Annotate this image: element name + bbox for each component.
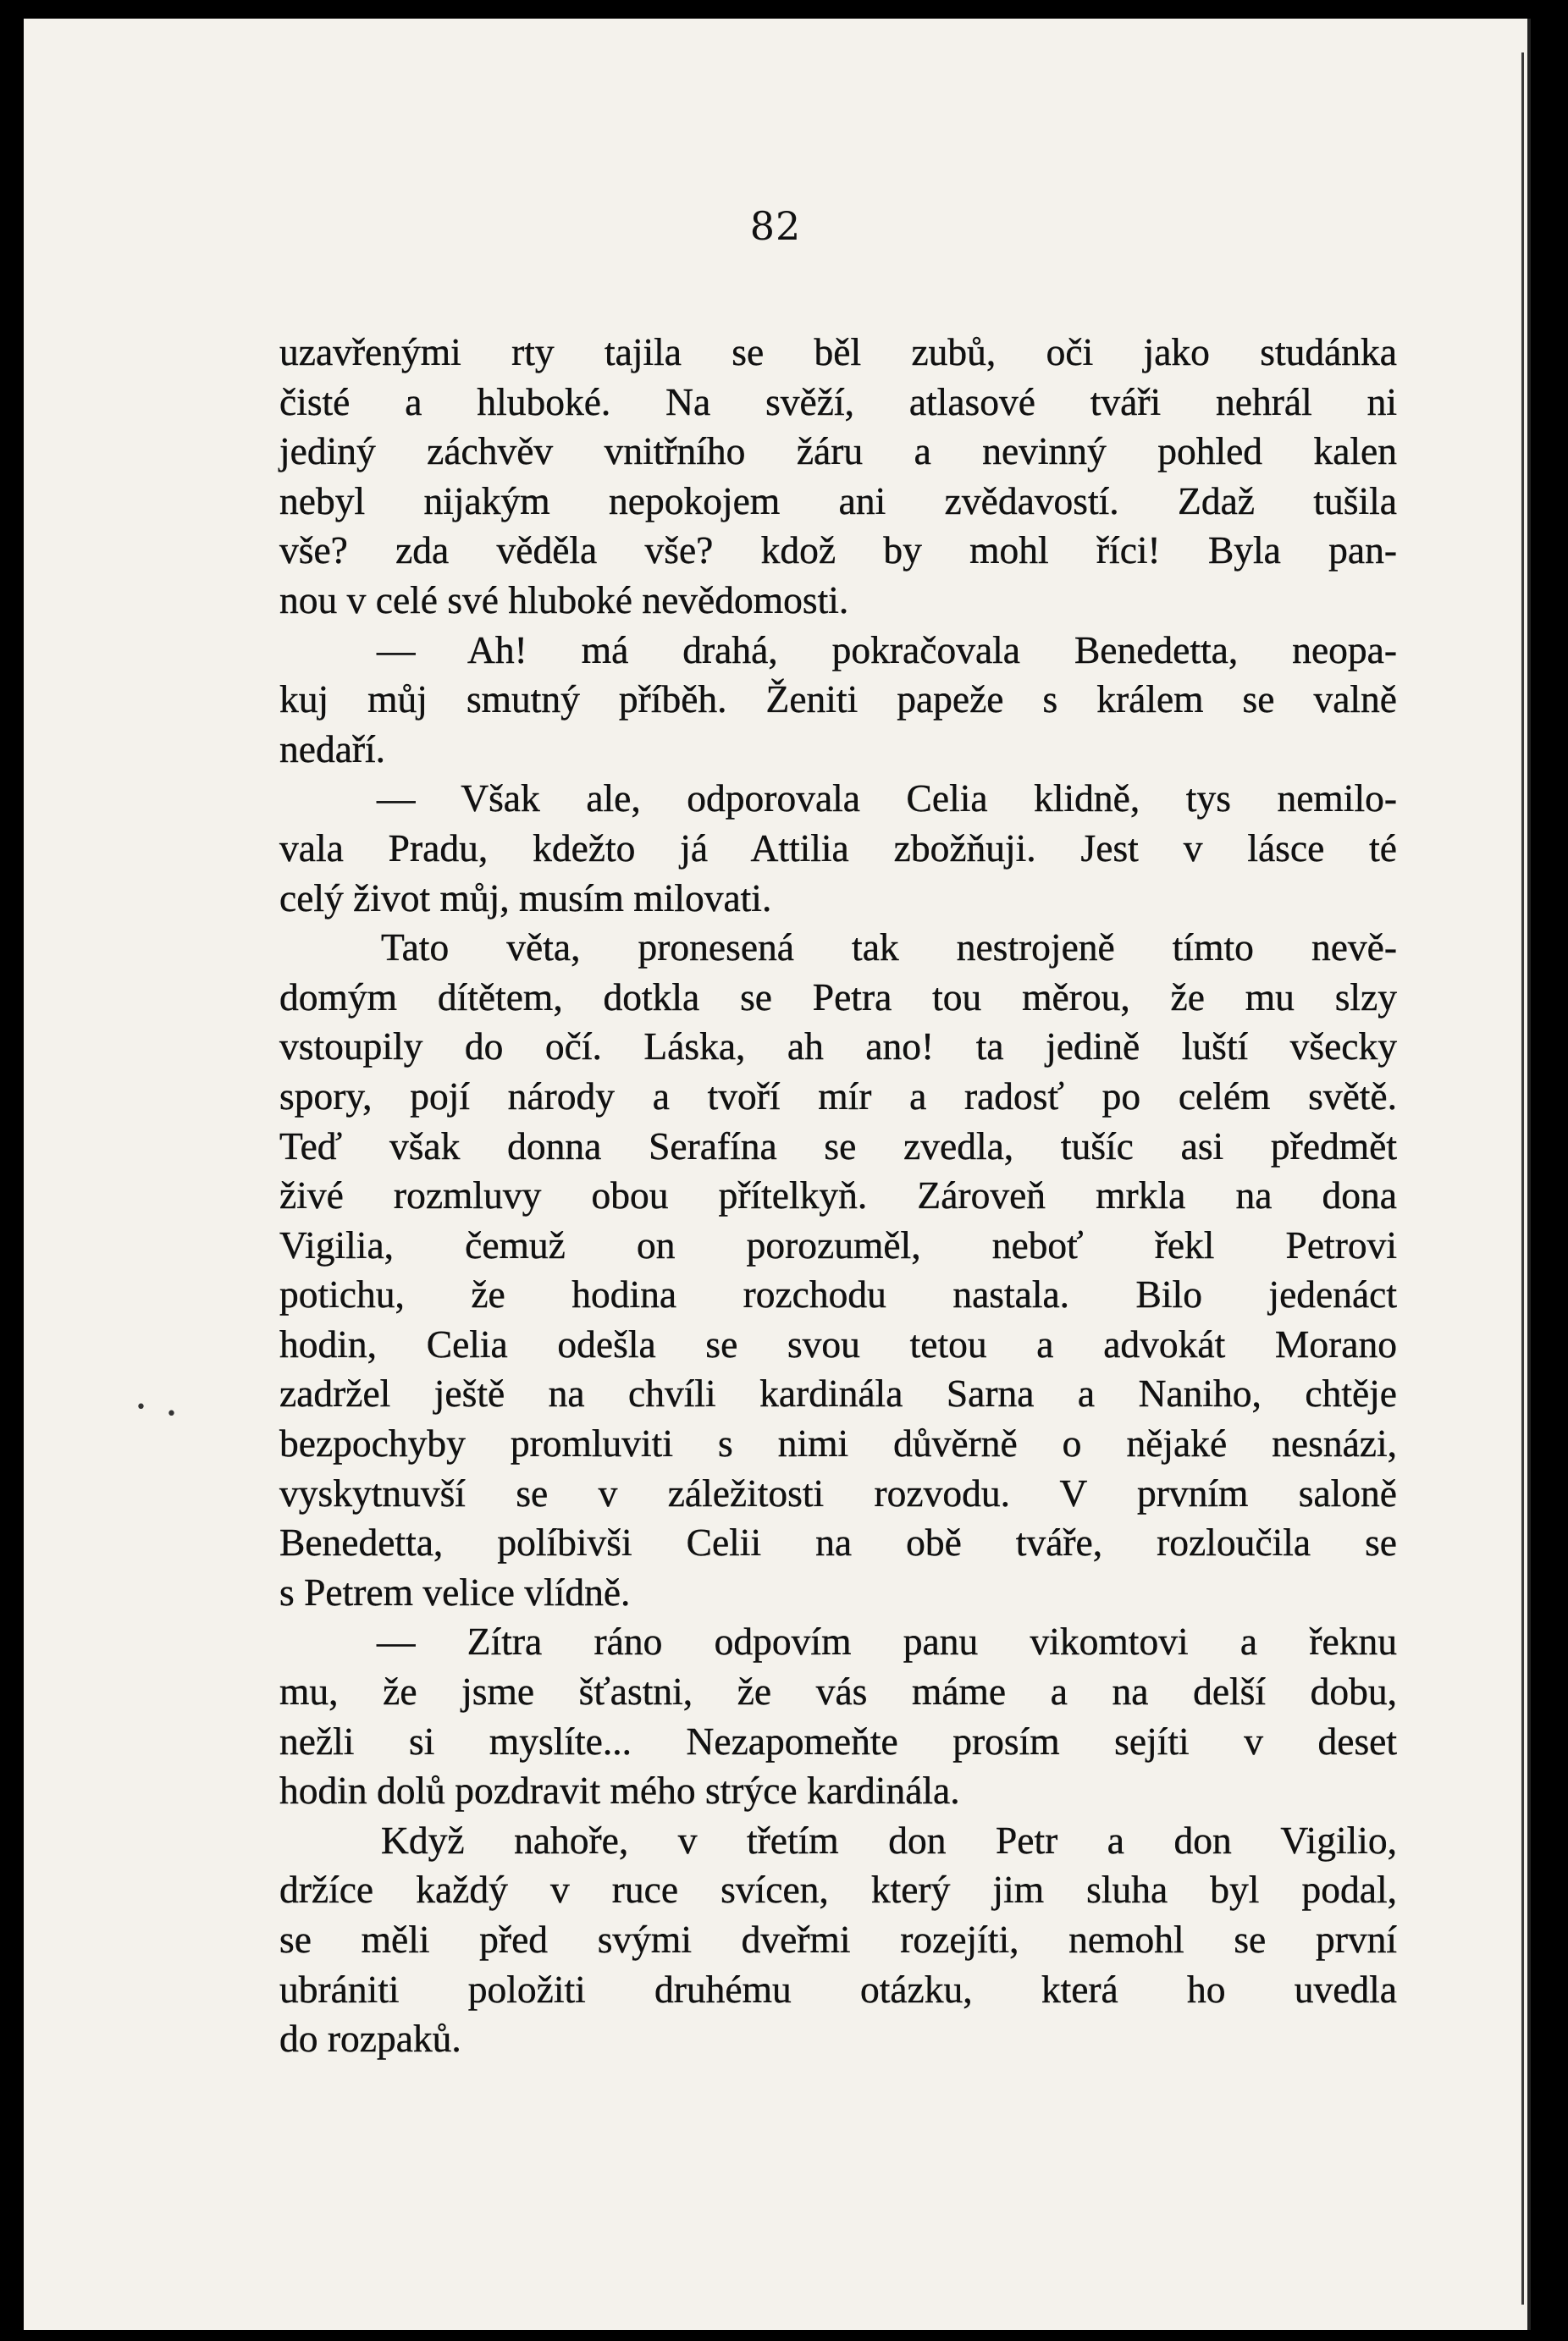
text-line: živé rozmluvy obou přítelkyň. Zároveň mrkla na dona [279, 1173, 1397, 1217]
text-line: bezpochyby promluviti s nimi důvěrně o nějaké nesnázi, [279, 1422, 1397, 1466]
text-line: do rozpaků. [279, 2017, 461, 2061]
text-line: nou v celé své hluboké nevědomosti. [279, 577, 849, 621]
text-line: potichu, že hodina rozchodu nastala. Bilo jedenáct [279, 1273, 1397, 1317]
text-line: jediný záchvěv vnitřního žáru a nevinný pohled kalen [279, 429, 1397, 473]
text-line: uzavřenými rty tajila se běl zubů, oči jako studánka [279, 330, 1397, 373]
text-line: spory, pojí národy a tvoří mír a radosť po celém světě. [279, 1074, 1397, 1118]
text-line: — Zítra ráno odpovím panu vikomtovi a řeknu [377, 1620, 1397, 1664]
text-line: vala Pradu, kdežto já Attilia zbožňuji. Jest v lásce té [279, 825, 1397, 870]
text-line: s Petrem velice vlídně. [279, 1570, 631, 1614]
text-line: celý život můj, musím milovati. [279, 875, 772, 919]
body-text [279, 328, 1397, 2064]
text-line: vyskytnuvší se v záležitosti rozvodu. V prvním saloně [279, 1471, 1397, 1515]
text-line: ubrániti položiti druhému otázku, která ho uvedla [279, 1967, 1397, 2011]
text-line: čisté a hluboké. Na svěží, atlasové tváři nehrál ni [279, 379, 1397, 423]
text-line: Když nahoře, v třetím don Petr a don Vigilio, [381, 1818, 1397, 1862]
text-line: kuj můj smutný příběh. Ženiti papeže s králem se valně [279, 677, 1397, 721]
text-line: domým dítětem, dotkla se Petra tou měrou, že mu slzy [279, 974, 1397, 1019]
text-line: Vigilia, čemuž on porozuměl, neboť řekl Petrovi [279, 1223, 1397, 1267]
page-edge-line [1521, 52, 1524, 2305]
text-line: nebyl nijakým nepokojem ani zvědavostí. Zdaž tušila [279, 478, 1397, 522]
text-line: hodin, Celia odešla se svou tetou a advokát Morano [279, 1322, 1397, 1366]
text-line: hodin dolů pozdravit mého strýce kardinála. [279, 1769, 960, 1813]
margin-speck: • [135, 1397, 146, 1418]
text-line: nežli si myslíte... Nezapomeňte prosím sejíti v deset [279, 1719, 1397, 1763]
text-line: — Ah! má drahá, pokračovala Benedetta, neopa- [377, 627, 1397, 671]
text-line: vše? zda věděla vše? kdož by mohl říci! Byla pan- [279, 528, 1397, 572]
book-page [24, 19, 1531, 2330]
text-line: Benedetta, políbivši Celii na obě tváře, rozloučila se [279, 1521, 1397, 1565]
margin-speck: • [166, 1404, 177, 1425]
text-line: mu, že jsme šťastni, že vás máme a na delší dobu, [279, 1670, 1397, 1714]
text-line: Teď však donna Serafína se zvedla, tušíc asi předmět [279, 1124, 1397, 1168]
text-line: — Však ale, odporovala Celia klidně, tys nemilo- [377, 776, 1397, 820]
text-line: se měli před svými dveřmi rozejíti, nemohl se první [279, 1918, 1397, 1961]
text-line: zadržel ještě na chvíli kardinála Sarna a Naniho, chtěje [279, 1372, 1397, 1416]
text-line: Tato věta, pronesená tak nestrojeně tímto nevě- [381, 925, 1397, 969]
text-line: vstoupily do očí. Láska, ah ano! ta jedině luští všecky [279, 1024, 1397, 1068]
page-number: 82 [749, 203, 802, 249]
text-line: držíce každý v ruce svícen, který jim sluha byl podal, [279, 1868, 1397, 1912]
text-line: nedaří. [279, 726, 386, 770]
